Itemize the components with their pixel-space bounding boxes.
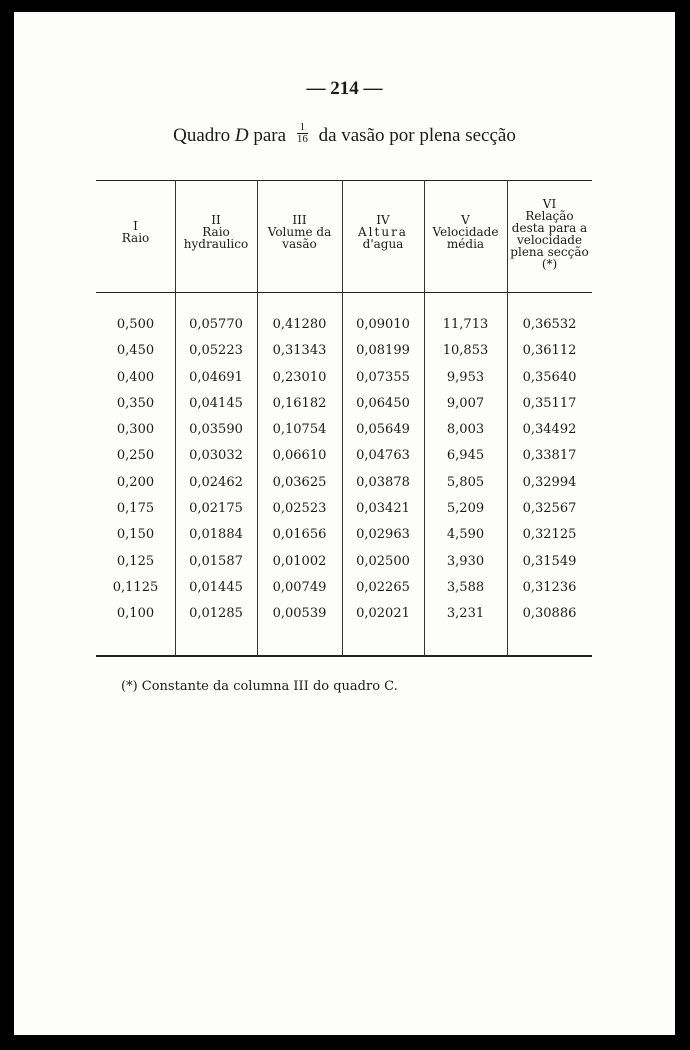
cell-raio: 0,250 — [116, 448, 155, 464]
cell-velocidade: 9,953 — [446, 369, 485, 385]
cell-raio-hydraulico: 0,01587 — [189, 553, 243, 569]
cell-relacao: 0,32125 — [522, 527, 577, 543]
cell-raio: 0,100 — [116, 606, 155, 622]
cell-velocidade: 4,590 — [446, 527, 485, 543]
cell-volume: 0,31343 — [272, 343, 327, 359]
cell-velocidade: 3,588 — [446, 579, 485, 595]
cell-altura: 0,07355 — [356, 369, 410, 385]
cell-relacao: 0,31549 — [522, 553, 577, 569]
cell-velocidade: 10,853 — [442, 343, 489, 359]
cell-relacao: 0,33817 — [522, 448, 577, 464]
table-row — [96, 343, 592, 369]
table-bottom-rule — [96, 655, 592, 657]
header-roman: VI — [542, 197, 557, 211]
header-line: Raio — [121, 231, 150, 245]
table-row — [96, 448, 592, 474]
cell-altura: 0,08199 — [356, 343, 410, 359]
cell-altura: 0,02963 — [356, 527, 410, 543]
title-prefix: Quadro — [173, 125, 231, 146]
cell-velocidade: 11,713 — [442, 317, 489, 332]
cell-raio: 0,500 — [116, 317, 155, 332]
cell-volume: 0,03625 — [272, 474, 327, 490]
header-bottom-rule — [96, 292, 592, 293]
table-row — [96, 422, 592, 448]
header-roman: II — [211, 213, 221, 227]
table-body — [96, 317, 592, 633]
cell-relacao: 0,36532 — [522, 317, 577, 332]
cell-raio: 0,125 — [116, 553, 155, 569]
header-line: vasão — [282, 237, 317, 251]
cell-velocidade: 5,209 — [446, 501, 485, 517]
header-roman: I — [133, 219, 138, 233]
table-row — [96, 527, 592, 553]
cell-velocidade: 5,805 — [446, 474, 485, 490]
fraction-numerator: 1 — [297, 122, 308, 134]
cell-raio-hydraulico: 0,02175 — [189, 501, 243, 517]
cell-altura: 0,03878 — [356, 474, 410, 490]
cell-raio: 0,400 — [116, 369, 155, 385]
header-roman: V — [461, 213, 470, 227]
header-line: d'agua — [362, 237, 404, 251]
cell-raio-hydraulico: 0,01884 — [189, 527, 243, 543]
table-row — [96, 580, 592, 606]
cell-volume: 0,41280 — [272, 317, 327, 332]
cell-raio: 0,350 — [116, 395, 155, 411]
header-col-3 — [257, 214, 342, 250]
title-suffix: da vasão por plena secção — [318, 125, 516, 146]
cell-velocidade: 8,003 — [446, 422, 485, 438]
cell-raio: 0,450 — [116, 343, 155, 359]
cell-altura: 0,02021 — [356, 606, 410, 622]
header-roman: IV — [376, 213, 390, 227]
cell-raio: 0,300 — [116, 422, 155, 438]
cell-altura: 0,03421 — [356, 501, 410, 517]
cell-raio-hydraulico: 0,04145 — [189, 395, 243, 411]
cell-relacao: 0,32994 — [522, 474, 577, 490]
cell-altura: 0,02500 — [356, 553, 410, 569]
cell-altura: 0,02265 — [356, 579, 410, 595]
cell-altura: 0,06450 — [356, 395, 410, 411]
cell-volume: 0,10754 — [272, 422, 327, 438]
cell-volume: 0,23010 — [272, 369, 327, 385]
fraction-denominator: 16 — [296, 133, 308, 146]
header-line: desta para a — [511, 221, 588, 235]
cell-relacao: 0,32567 — [522, 501, 577, 517]
cell-raio-hydraulico: 0,05770 — [189, 317, 243, 332]
cell-relacao: 0,34492 — [522, 422, 577, 438]
cell-relacao: 0,35117 — [522, 395, 577, 411]
cell-volume: 0,01656 — [272, 527, 327, 543]
cell-raio-hydraulico: 0,01445 — [189, 579, 243, 595]
header-line: Altura — [358, 225, 408, 239]
header-line: Volume da — [267, 225, 332, 239]
cell-velocidade: 9,007 — [446, 395, 485, 411]
cell-altura: 0,04763 — [356, 448, 410, 464]
cell-volume: 0,02523 — [272, 501, 327, 517]
cell-raio-hydraulico: 0,04691 — [189, 369, 243, 385]
header-line: média — [446, 237, 485, 251]
cell-altura: 0,09010 — [356, 317, 410, 332]
table-row — [96, 370, 592, 396]
table-row — [96, 554, 592, 580]
cell-volume: 0,00749 — [272, 579, 327, 595]
table-top-rule — [96, 180, 592, 181]
header-line: (*) — [541, 257, 558, 271]
cell-altura: 0,05649 — [356, 422, 410, 438]
title-fraction — [297, 122, 308, 145]
header-line: hydraulico — [183, 237, 249, 251]
header-line: plena secção — [510, 245, 589, 259]
document-page — [14, 12, 675, 1035]
cell-velocidade: 3,231 — [446, 606, 485, 622]
header-roman: III — [292, 213, 307, 227]
title-para: para — [253, 125, 287, 146]
header-line: velocidade — [516, 233, 583, 247]
cell-volume: 0,16182 — [272, 395, 327, 411]
header-col-2 — [175, 214, 257, 250]
header-line: Raio — [202, 225, 230, 239]
cell-relacao: 0,30886 — [522, 606, 577, 622]
cell-raio-hydraulico: 0,01285 — [189, 606, 243, 622]
header-col-1 — [96, 220, 175, 244]
cell-velocidade: 3,930 — [446, 553, 485, 569]
footnote: (*) Constante da columna III do quadro C. — [121, 679, 398, 694]
table-row — [96, 475, 592, 501]
cell-raio: 0,150 — [116, 527, 155, 543]
cell-raio-hydraulico: 0,03032 — [189, 448, 243, 464]
cell-velocidade: 6,945 — [446, 448, 485, 464]
cell-raio: 0,1125 — [112, 579, 159, 595]
cell-relacao: 0,36112 — [522, 343, 577, 359]
header-line: Velocidade — [432, 225, 499, 239]
header-col-6 — [507, 198, 592, 270]
table-row — [96, 606, 592, 632]
table-row — [96, 396, 592, 422]
header-col-5 — [424, 214, 507, 250]
cell-raio: 0,175 — [116, 501, 155, 517]
page-number: — 214 — — [306, 78, 383, 99]
table-title — [14, 121, 675, 148]
table-row — [96, 501, 592, 527]
cell-relacao: 0,35640 — [522, 369, 577, 385]
header-line: Relação — [525, 209, 574, 223]
header-col-4 — [342, 214, 424, 250]
cell-raio-hydraulico: 0,05223 — [189, 343, 243, 359]
cell-relacao: 0,31236 — [522, 579, 577, 595]
cell-raio: 0,200 — [116, 474, 155, 490]
table-row — [96, 317, 592, 343]
cell-raio-hydraulico: 0,03590 — [189, 422, 243, 438]
cell-volume: 0,00539 — [272, 606, 327, 622]
title-letter: D — [234, 125, 249, 146]
cell-raio-hydraulico: 0,02462 — [189, 474, 243, 490]
cell-volume: 0,06610 — [272, 448, 327, 464]
cell-volume: 0,01002 — [272, 553, 327, 569]
